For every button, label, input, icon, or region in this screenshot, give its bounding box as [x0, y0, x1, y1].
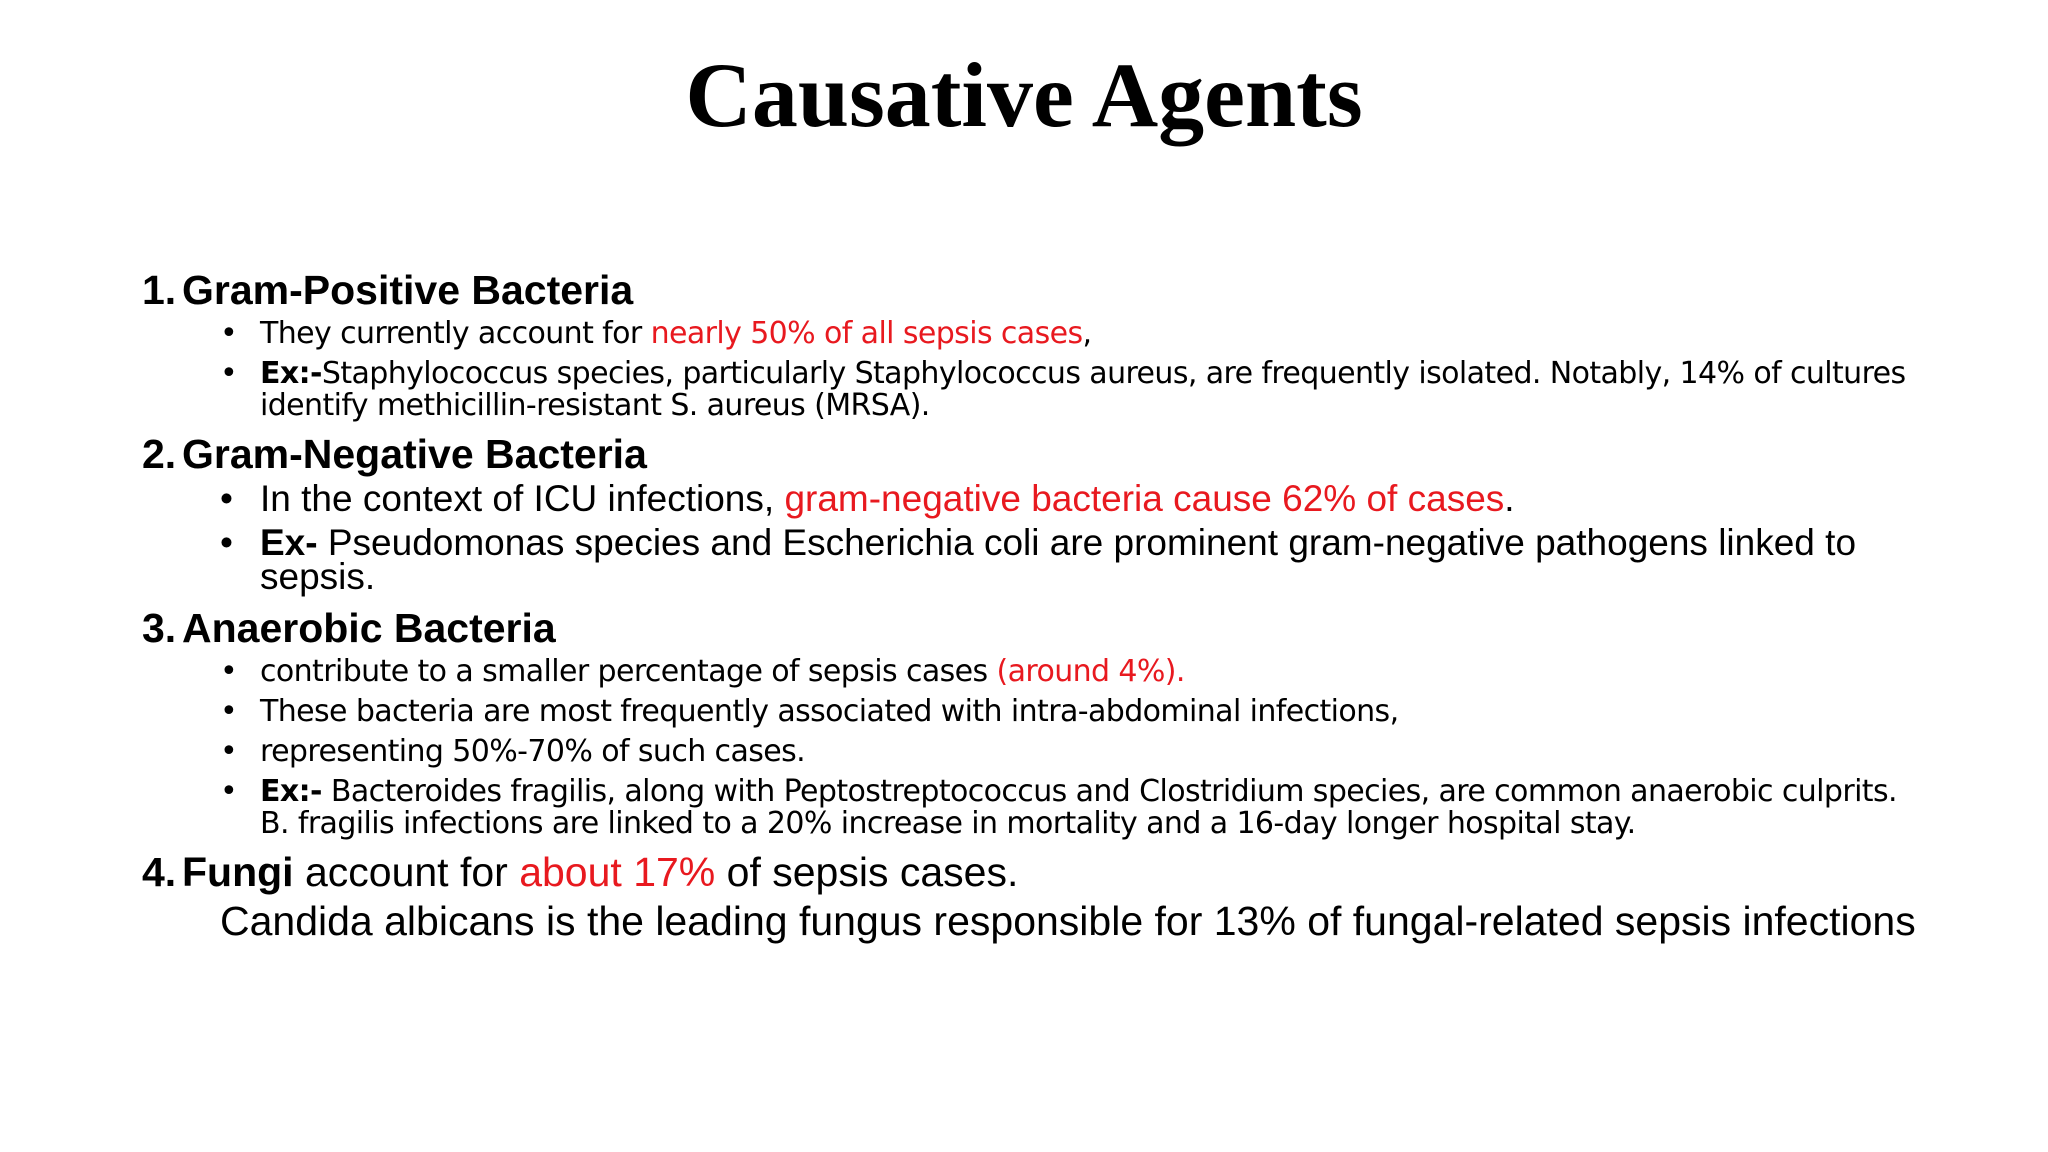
section-heading: [142, 848, 1922, 896]
bullet-text: representing 50%-70% of such cases.: [260, 734, 806, 769]
slide-title: Causative Agents: [685, 44, 1363, 146]
section-gram-positive: [142, 266, 1922, 422]
section-anaerobic: [142, 604, 1922, 840]
bullet-text: contribute to a smaller percentage of sepsis cases: [260, 654, 997, 689]
list-item: [220, 358, 1922, 422]
section-number: 1.: [142, 267, 177, 313]
bullet-list: [142, 478, 1922, 597]
bullet-list: [142, 318, 1922, 422]
bullet-text: In the context of ICU infections,: [260, 478, 785, 519]
list-item: [220, 522, 1922, 597]
section-heading: [142, 266, 1922, 314]
section-heading: [142, 604, 1922, 652]
highlight-text: (around 4%).: [996, 654, 1185, 689]
section-title: Gram-Negative Bacteria: [182, 431, 647, 477]
bullet-text: Pseudomonas species and Escherichia coli are prominent gram-negative pathogens linked to sepsis.: [260, 522, 1857, 597]
bullet-text-after: .: [1504, 478, 1515, 519]
section-number: 4.: [142, 849, 177, 895]
highlight-text: about 17%: [519, 849, 716, 895]
bullet-list: [142, 656, 1922, 840]
fungi-paragraph: Candida albicans is the leading fungus responsible for 13% of fungal-related sepsis infections: [220, 898, 1916, 944]
section-title-line: [182, 848, 1018, 896]
bullet-text: Staphylococcus species, particularly Staphylococcus aureus, are frequently isolated. Notably, 14% of cultures identify methicillin-resistant S. aureus (MRSA).: [260, 356, 1906, 423]
highlight-text: nearly 50% of all sepsis cases: [650, 316, 1083, 351]
section-title: Gram-Positive Bacteria: [182, 267, 634, 313]
section-gram-negative: [142, 430, 1922, 597]
highlight-text: gram-negative bacteria cause 62% of cases: [784, 478, 1505, 519]
list-item: [220, 478, 1922, 519]
example-prefix: Ex-: [260, 522, 318, 563]
bullet-text: They currently account for: [260, 316, 651, 351]
list-item: [220, 318, 1922, 350]
heading-text: account for: [293, 849, 520, 895]
section-title: Fungi: [182, 849, 294, 895]
section-fungi: [142, 848, 1922, 944]
list-item: [220, 696, 1922, 728]
heading-text-after: of sepsis cases.: [715, 849, 1019, 895]
bullet-text-after: ,: [1082, 316, 1092, 351]
example-prefix: Ex:-: [260, 356, 322, 391]
bullet-text: Bacteroides fragilis, along with Peptostreptococcus and Clostridium species, are common anaerobic culprits. B. fragilis infections are linked to a 20% increase in mortality and a 16-day longer hospital stay.: [260, 774, 1897, 841]
list-item: [220, 776, 1922, 840]
list-item: [220, 656, 1922, 688]
section-heading: [142, 430, 1922, 478]
bullet-text: These bacteria are most frequently associated with intra-abdominal infections,: [260, 694, 1399, 729]
list-item: [220, 736, 1922, 768]
section-number: 2.: [142, 431, 177, 477]
section-title: Anaerobic Bacteria: [182, 605, 556, 651]
section-number: 3.: [142, 605, 177, 651]
slide-content: [142, 266, 1922, 944]
example-prefix: Ex:-: [260, 774, 322, 809]
